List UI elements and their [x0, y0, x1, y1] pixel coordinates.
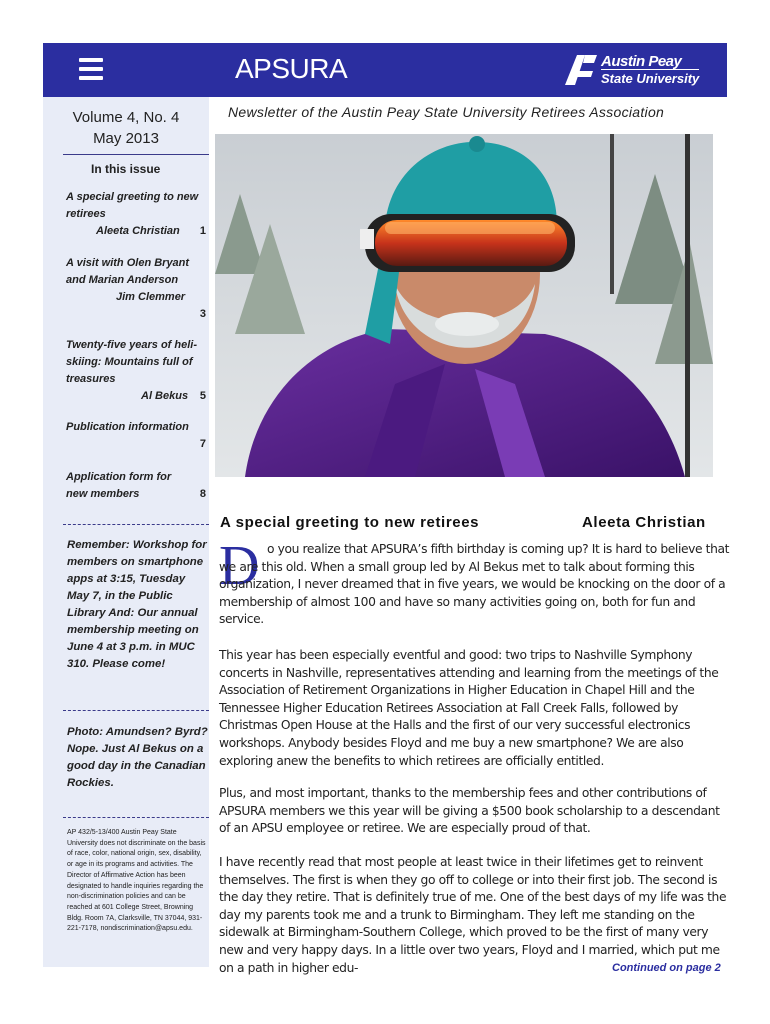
newsletter-tagline: Newsletter of the Austin Peay State University Retirees Association: [228, 104, 665, 120]
issue-date: May 2013: [93, 130, 159, 147]
article-paragraph: I have recently read that most people at least twice in their lifetimes get to reinvent themselves. The first is when they go off to college or into their first job. The second is the day they retire. That is definitely true of me. One of the best days of my life was the day my parents took me and a trunk to Birmingham. They left me standing on the sidewalk at Birmingham-Southern College, which proved to be the first of many very new and very happy days. In a little over two years, Floyd and I married, which put me on a path in higher edu-: [219, 855, 727, 975]
toc-item-title: Publication information: [66, 421, 189, 433]
drop-cap: D: [219, 535, 260, 597]
toc-item-title: Application form for new members: [66, 471, 172, 500]
app-title: APSURA: [235, 53, 348, 84]
skier-photo: [215, 134, 713, 477]
university-logo: [563, 51, 703, 89]
divider: [63, 154, 209, 155]
continued-link[interactable]: Continued on page 2: [612, 962, 721, 974]
sidebar: [43, 97, 209, 967]
header-banner: [43, 43, 727, 97]
skier-photo-image: [215, 134, 713, 477]
toc-item[interactable]: [66, 255, 206, 320]
logo-text-line2: State University: [601, 71, 700, 86]
article-paragraph: This year has been especially eventful and good: two trips to Nashville Symphony concerts in Nashville, representatives attending and learning from the meetings of the Association of Retirement Organizations in Higher Education in Chapel Hill and the Tennessee Higher Education Retirees Association at Fall Creek Falls, followed by Christmas Open House at the Halls and the first of our very successful electronics workshops. Anybody besides Floyd and me buy a new smartphone? We are also exploring anew the benefits to which retirees are officially entitled.: [219, 648, 719, 768]
divider: [63, 817, 209, 818]
apsu-logo-icon: [563, 51, 599, 87]
reminder-note: Remember: Workshop for members on smartphone apps at 3:15, Tuesday May 7, in the Public Library And: Our annual membership meeting on June 4 at 3 p.m. in MUC 310. Please come!: [67, 539, 207, 670]
logo-text-line1: Austin Peay: [601, 53, 682, 70]
toc-item-author: Aleeta Christian: [96, 225, 180, 237]
volume-label: Volume 4, No. 4: [72, 109, 180, 126]
legal-notice: AP 432/5-13/400 Austin Peay State University does not discriminate on the basis of race, color, national origin, sex, disability, or age in its programs and activities. The Director of Affirmative Action has been designated to handle inquiries regarding the non-discrimination policies and can be reached at 601 College Street, Browning Bldg. Room 7A, Clarksville, TN 37044, 931-221-7178, nondiscrimination@apsu.edu.: [67, 829, 206, 933]
toc-item-page: 8: [199, 488, 206, 500]
photo-caption: Photo: Amundsen? Byrd? Nope. Just Al Bekus on a good day in the Canadian Rockies.: [67, 726, 208, 789]
divider: [63, 524, 209, 525]
article-author: Aleeta Christian: [582, 514, 706, 531]
divider: [63, 710, 209, 711]
toc-item-page: 3: [199, 308, 206, 320]
article-title: A special greeting to new retirees: [220, 514, 480, 531]
toc-item-author: Al Bekus: [141, 390, 189, 402]
toc-item[interactable]: [66, 189, 206, 240]
toc-item[interactable]: [66, 337, 206, 405]
toc-item-author: Jim Clemmer: [116, 291, 186, 303]
toc-item-title: Twenty-five years of heli-skiing: Mountains full of treasures: [66, 339, 198, 385]
toc-item[interactable]: [66, 419, 191, 436]
toc-item[interactable]: [66, 469, 191, 503]
toc-item-page: 1: [199, 225, 206, 237]
toc-item-page: 5: [199, 390, 206, 402]
article-paragraph: Plus, and most important, thanks to the membership fees and other contributions of APSURA members we this year will be giving a $500 book scholarship to a descendant of an APSU employee or retiree. We are especially proud of that.: [219, 786, 720, 836]
hamburger-menu-icon[interactable]: [79, 58, 103, 80]
toc-item-title: A visit with Olen Bryant and Marian Anderson: [66, 257, 190, 286]
toc-item-title: A special greeting to new retirees: [66, 191, 199, 220]
toc-item-page: 7: [199, 438, 206, 450]
article-paragraph: o you realize that APSURA’s fifth birthday is coming up? It is hard to believe that we are this old. When a small group led by Al Bekus met to talk about forming this organization, I never dreamed that in five years, we would be knocking on the door of a membership of almost 100 and have so many activities going on, both for fun and service.: [219, 542, 730, 627]
in-this-issue-heading: In this issue: [91, 162, 161, 176]
